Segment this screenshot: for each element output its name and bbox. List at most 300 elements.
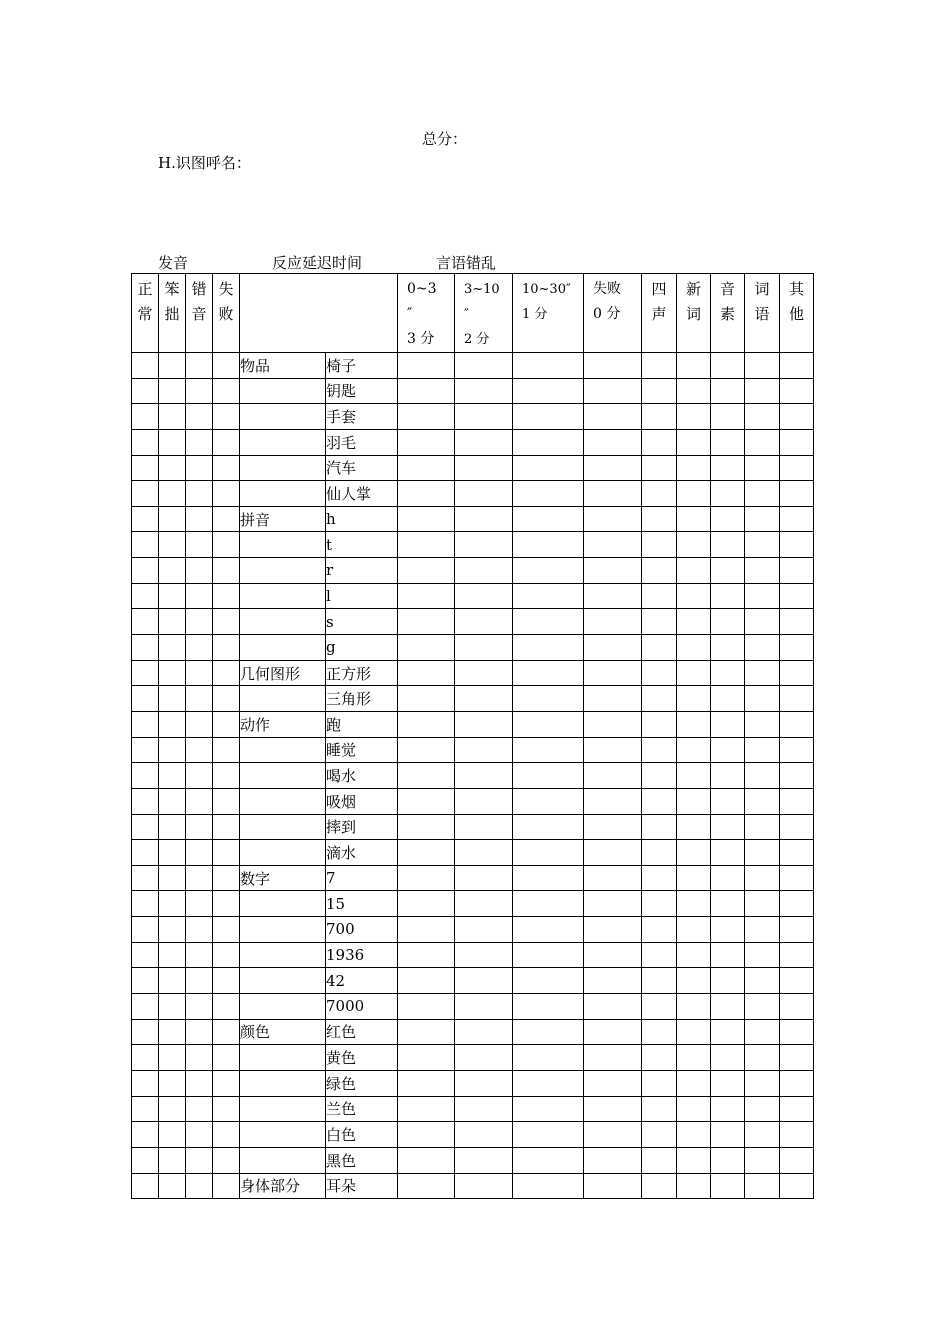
score-cell-time-fail[interactable] bbox=[584, 353, 642, 379]
score-cell-other[interactable] bbox=[780, 814, 814, 840]
score-cell-t3-10[interactable] bbox=[455, 506, 513, 532]
score-cell-wrong-sound[interactable] bbox=[186, 583, 213, 609]
score-cell-other[interactable] bbox=[780, 865, 814, 891]
score-cell-normal[interactable] bbox=[132, 660, 159, 686]
score-cell-t10-30[interactable] bbox=[513, 994, 584, 1020]
score-cell-time-fail[interactable] bbox=[584, 1147, 642, 1173]
score-cell-t0-3[interactable] bbox=[398, 840, 455, 866]
score-cell-wrong-sound[interactable] bbox=[186, 660, 213, 686]
score-cell-wrong-sound[interactable] bbox=[186, 891, 213, 917]
score-cell-phoneme[interactable] bbox=[711, 635, 745, 661]
score-cell-other[interactable] bbox=[780, 635, 814, 661]
score-cell-t3-10[interactable] bbox=[455, 1122, 513, 1148]
score-cell-other[interactable] bbox=[780, 994, 814, 1020]
score-cell-wrong-sound[interactable] bbox=[186, 788, 213, 814]
score-cell-fail[interactable] bbox=[213, 814, 240, 840]
score-cell-phoneme[interactable] bbox=[711, 660, 745, 686]
score-cell-time-fail[interactable] bbox=[584, 583, 642, 609]
score-cell-wrong-sound[interactable] bbox=[186, 481, 213, 507]
score-cell-t3-10[interactable] bbox=[455, 1096, 513, 1122]
score-cell-phoneme[interactable] bbox=[711, 968, 745, 994]
score-cell-new-word[interactable] bbox=[677, 353, 711, 379]
score-cell-wrong-sound[interactable] bbox=[186, 429, 213, 455]
score-cell-phoneme[interactable] bbox=[711, 686, 745, 712]
score-cell-phoneme[interactable] bbox=[711, 917, 745, 943]
score-cell-t3-10[interactable] bbox=[455, 763, 513, 789]
score-cell-new-word[interactable] bbox=[677, 1019, 711, 1045]
score-cell-other[interactable] bbox=[780, 1070, 814, 1096]
score-cell-t10-30[interactable] bbox=[513, 404, 584, 430]
score-cell-t0-3[interactable] bbox=[398, 763, 455, 789]
score-cell-t10-30[interactable] bbox=[513, 660, 584, 686]
score-cell-fail[interactable] bbox=[213, 583, 240, 609]
score-cell-phoneme[interactable] bbox=[711, 1070, 745, 1096]
score-cell-four-tones[interactable] bbox=[642, 558, 677, 584]
score-cell-normal[interactable] bbox=[132, 1045, 159, 1071]
score-cell-time-fail[interactable] bbox=[584, 711, 642, 737]
score-cell-phoneme[interactable] bbox=[711, 891, 745, 917]
score-cell-fail[interactable] bbox=[213, 1147, 240, 1173]
score-cell-normal[interactable] bbox=[132, 378, 159, 404]
score-cell-t3-10[interactable] bbox=[455, 865, 513, 891]
score-cell-word[interactable] bbox=[745, 378, 780, 404]
score-cell-four-tones[interactable] bbox=[642, 1096, 677, 1122]
score-cell-clumsy[interactable] bbox=[159, 814, 186, 840]
score-cell-t10-30[interactable] bbox=[513, 353, 584, 379]
score-cell-t0-3[interactable] bbox=[398, 1096, 455, 1122]
score-cell-clumsy[interactable] bbox=[159, 1173, 186, 1199]
score-cell-four-tones[interactable] bbox=[642, 506, 677, 532]
score-cell-t10-30[interactable] bbox=[513, 1019, 584, 1045]
score-cell-fail[interactable] bbox=[213, 917, 240, 943]
score-cell-other[interactable] bbox=[780, 378, 814, 404]
score-cell-phoneme[interactable] bbox=[711, 353, 745, 379]
score-cell-phoneme[interactable] bbox=[711, 609, 745, 635]
score-cell-normal[interactable] bbox=[132, 968, 159, 994]
score-cell-new-word[interactable] bbox=[677, 737, 711, 763]
score-cell-fail[interactable] bbox=[213, 378, 240, 404]
score-cell-wrong-sound[interactable] bbox=[186, 1173, 213, 1199]
score-cell-clumsy[interactable] bbox=[159, 481, 186, 507]
score-cell-normal[interactable] bbox=[132, 1019, 159, 1045]
score-cell-time-fail[interactable] bbox=[584, 1070, 642, 1096]
score-cell-normal[interactable] bbox=[132, 558, 159, 584]
score-cell-t10-30[interactable] bbox=[513, 635, 584, 661]
score-cell-clumsy[interactable] bbox=[159, 429, 186, 455]
score-cell-normal[interactable] bbox=[132, 788, 159, 814]
score-cell-word[interactable] bbox=[745, 660, 780, 686]
score-cell-wrong-sound[interactable] bbox=[186, 840, 213, 866]
score-cell-wrong-sound[interactable] bbox=[186, 994, 213, 1020]
score-cell-t0-3[interactable] bbox=[398, 1173, 455, 1199]
score-cell-t10-30[interactable] bbox=[513, 1173, 584, 1199]
score-cell-time-fail[interactable] bbox=[584, 506, 642, 532]
score-cell-t3-10[interactable] bbox=[455, 353, 513, 379]
score-cell-fail[interactable] bbox=[213, 711, 240, 737]
score-cell-four-tones[interactable] bbox=[642, 1045, 677, 1071]
score-cell-t0-3[interactable] bbox=[398, 455, 455, 481]
score-cell-t0-3[interactable] bbox=[398, 353, 455, 379]
score-cell-other[interactable] bbox=[780, 429, 814, 455]
score-cell-t10-30[interactable] bbox=[513, 686, 584, 712]
score-cell-phoneme[interactable] bbox=[711, 583, 745, 609]
score-cell-t3-10[interactable] bbox=[455, 1070, 513, 1096]
score-cell-clumsy[interactable] bbox=[159, 1122, 186, 1148]
score-cell-four-tones[interactable] bbox=[642, 532, 677, 558]
score-cell-four-tones[interactable] bbox=[642, 481, 677, 507]
score-cell-wrong-sound[interactable] bbox=[186, 1147, 213, 1173]
score-cell-fail[interactable] bbox=[213, 1122, 240, 1148]
score-cell-clumsy[interactable] bbox=[159, 506, 186, 532]
score-cell-t0-3[interactable] bbox=[398, 429, 455, 455]
score-cell-t0-3[interactable] bbox=[398, 1070, 455, 1096]
score-cell-time-fail[interactable] bbox=[584, 481, 642, 507]
score-cell-phoneme[interactable] bbox=[711, 378, 745, 404]
score-cell-wrong-sound[interactable] bbox=[186, 711, 213, 737]
score-cell-new-word[interactable] bbox=[677, 404, 711, 430]
score-cell-word[interactable] bbox=[745, 891, 780, 917]
score-cell-clumsy[interactable] bbox=[159, 968, 186, 994]
score-cell-normal[interactable] bbox=[132, 532, 159, 558]
score-cell-time-fail[interactable] bbox=[584, 1096, 642, 1122]
score-cell-t10-30[interactable] bbox=[513, 737, 584, 763]
score-cell-clumsy[interactable] bbox=[159, 1070, 186, 1096]
score-cell-t3-10[interactable] bbox=[455, 378, 513, 404]
score-cell-normal[interactable] bbox=[132, 455, 159, 481]
score-cell-clumsy[interactable] bbox=[159, 583, 186, 609]
score-cell-t10-30[interactable] bbox=[513, 763, 584, 789]
score-cell-phoneme[interactable] bbox=[711, 455, 745, 481]
score-cell-new-word[interactable] bbox=[677, 1173, 711, 1199]
score-cell-word[interactable] bbox=[745, 635, 780, 661]
score-cell-clumsy[interactable] bbox=[159, 737, 186, 763]
score-cell-four-tones[interactable] bbox=[642, 994, 677, 1020]
score-cell-phoneme[interactable] bbox=[711, 1045, 745, 1071]
score-cell-phoneme[interactable] bbox=[711, 942, 745, 968]
score-cell-wrong-sound[interactable] bbox=[186, 353, 213, 379]
score-cell-t3-10[interactable] bbox=[455, 840, 513, 866]
score-cell-wrong-sound[interactable] bbox=[186, 1096, 213, 1122]
score-cell-word[interactable] bbox=[745, 814, 780, 840]
score-cell-t0-3[interactable] bbox=[398, 532, 455, 558]
score-cell-time-fail[interactable] bbox=[584, 1173, 642, 1199]
score-cell-phoneme[interactable] bbox=[711, 1019, 745, 1045]
score-cell-wrong-sound[interactable] bbox=[186, 506, 213, 532]
score-cell-time-fail[interactable] bbox=[584, 532, 642, 558]
score-cell-t10-30[interactable] bbox=[513, 1070, 584, 1096]
score-cell-new-word[interactable] bbox=[677, 711, 711, 737]
score-cell-t3-10[interactable] bbox=[455, 609, 513, 635]
score-cell-other[interactable] bbox=[780, 583, 814, 609]
score-cell-fail[interactable] bbox=[213, 506, 240, 532]
score-cell-fail[interactable] bbox=[213, 404, 240, 430]
score-cell-new-word[interactable] bbox=[677, 1045, 711, 1071]
score-cell-wrong-sound[interactable] bbox=[186, 1070, 213, 1096]
score-cell-fail[interactable] bbox=[213, 942, 240, 968]
score-cell-normal[interactable] bbox=[132, 583, 159, 609]
score-cell-t3-10[interactable] bbox=[455, 1045, 513, 1071]
score-cell-fail[interactable] bbox=[213, 609, 240, 635]
score-cell-word[interactable] bbox=[745, 583, 780, 609]
score-cell-phoneme[interactable] bbox=[711, 737, 745, 763]
score-cell-four-tones[interactable] bbox=[642, 660, 677, 686]
score-cell-wrong-sound[interactable] bbox=[186, 1122, 213, 1148]
score-cell-word[interactable] bbox=[745, 686, 780, 712]
score-cell-four-tones[interactable] bbox=[642, 891, 677, 917]
score-cell-phoneme[interactable] bbox=[711, 788, 745, 814]
score-cell-clumsy[interactable] bbox=[159, 404, 186, 430]
score-cell-t10-30[interactable] bbox=[513, 942, 584, 968]
score-cell-fail[interactable] bbox=[213, 660, 240, 686]
score-cell-other[interactable] bbox=[780, 506, 814, 532]
score-cell-new-word[interactable] bbox=[677, 994, 711, 1020]
score-cell-t3-10[interactable] bbox=[455, 429, 513, 455]
score-cell-other[interactable] bbox=[780, 942, 814, 968]
score-cell-other[interactable] bbox=[780, 1045, 814, 1071]
score-cell-t0-3[interactable] bbox=[398, 814, 455, 840]
score-cell-word[interactable] bbox=[745, 506, 780, 532]
score-cell-t10-30[interactable] bbox=[513, 968, 584, 994]
score-cell-normal[interactable] bbox=[132, 840, 159, 866]
score-cell-word[interactable] bbox=[745, 1070, 780, 1096]
score-cell-other[interactable] bbox=[780, 1019, 814, 1045]
score-cell-word[interactable] bbox=[745, 532, 780, 558]
score-cell-clumsy[interactable] bbox=[159, 942, 186, 968]
score-cell-normal[interactable] bbox=[132, 891, 159, 917]
score-cell-fail[interactable] bbox=[213, 891, 240, 917]
score-cell-other[interactable] bbox=[780, 455, 814, 481]
score-cell-fail[interactable] bbox=[213, 455, 240, 481]
score-cell-new-word[interactable] bbox=[677, 481, 711, 507]
score-cell-t0-3[interactable] bbox=[398, 635, 455, 661]
score-cell-fail[interactable] bbox=[213, 558, 240, 584]
score-cell-fail[interactable] bbox=[213, 635, 240, 661]
score-cell-time-fail[interactable] bbox=[584, 763, 642, 789]
score-cell-clumsy[interactable] bbox=[159, 891, 186, 917]
score-cell-t0-3[interactable] bbox=[398, 1147, 455, 1173]
score-cell-new-word[interactable] bbox=[677, 891, 711, 917]
score-cell-new-word[interactable] bbox=[677, 865, 711, 891]
score-cell-t0-3[interactable] bbox=[398, 378, 455, 404]
score-cell-t3-10[interactable] bbox=[455, 660, 513, 686]
score-cell-word[interactable] bbox=[745, 968, 780, 994]
score-cell-other[interactable] bbox=[780, 1147, 814, 1173]
score-cell-wrong-sound[interactable] bbox=[186, 763, 213, 789]
score-cell-new-word[interactable] bbox=[677, 917, 711, 943]
score-cell-new-word[interactable] bbox=[677, 763, 711, 789]
score-cell-four-tones[interactable] bbox=[642, 609, 677, 635]
score-cell-t10-30[interactable] bbox=[513, 378, 584, 404]
score-cell-fail[interactable] bbox=[213, 353, 240, 379]
score-cell-new-word[interactable] bbox=[677, 814, 711, 840]
score-cell-phoneme[interactable] bbox=[711, 429, 745, 455]
score-cell-four-tones[interactable] bbox=[642, 583, 677, 609]
score-cell-new-word[interactable] bbox=[677, 455, 711, 481]
score-cell-word[interactable] bbox=[745, 558, 780, 584]
score-cell-clumsy[interactable] bbox=[159, 788, 186, 814]
score-cell-four-tones[interactable] bbox=[642, 763, 677, 789]
score-cell-fail[interactable] bbox=[213, 737, 240, 763]
score-cell-normal[interactable] bbox=[132, 429, 159, 455]
score-cell-new-word[interactable] bbox=[677, 660, 711, 686]
score-cell-normal[interactable] bbox=[132, 686, 159, 712]
score-cell-new-word[interactable] bbox=[677, 686, 711, 712]
score-cell-time-fail[interactable] bbox=[584, 378, 642, 404]
score-cell-other[interactable] bbox=[780, 763, 814, 789]
score-cell-four-tones[interactable] bbox=[642, 788, 677, 814]
score-cell-fail[interactable] bbox=[213, 865, 240, 891]
score-cell-wrong-sound[interactable] bbox=[186, 532, 213, 558]
score-cell-word[interactable] bbox=[745, 404, 780, 430]
score-cell-t0-3[interactable] bbox=[398, 994, 455, 1020]
score-cell-four-tones[interactable] bbox=[642, 814, 677, 840]
score-cell-wrong-sound[interactable] bbox=[186, 1045, 213, 1071]
score-cell-t0-3[interactable] bbox=[398, 891, 455, 917]
score-cell-phoneme[interactable] bbox=[711, 711, 745, 737]
score-cell-four-tones[interactable] bbox=[642, 353, 677, 379]
score-cell-word[interactable] bbox=[745, 942, 780, 968]
score-cell-other[interactable] bbox=[780, 353, 814, 379]
score-cell-four-tones[interactable] bbox=[642, 1147, 677, 1173]
score-cell-normal[interactable] bbox=[132, 506, 159, 532]
score-cell-time-fail[interactable] bbox=[584, 404, 642, 430]
score-cell-other[interactable] bbox=[780, 1173, 814, 1199]
score-cell-fail[interactable] bbox=[213, 1045, 240, 1071]
score-cell-t0-3[interactable] bbox=[398, 558, 455, 584]
score-cell-time-fail[interactable] bbox=[584, 788, 642, 814]
score-cell-time-fail[interactable] bbox=[584, 1122, 642, 1148]
score-cell-phoneme[interactable] bbox=[711, 481, 745, 507]
score-cell-new-word[interactable] bbox=[677, 1147, 711, 1173]
score-cell-word[interactable] bbox=[745, 840, 780, 866]
score-cell-wrong-sound[interactable] bbox=[186, 737, 213, 763]
score-cell-t0-3[interactable] bbox=[398, 686, 455, 712]
score-cell-normal[interactable] bbox=[132, 1122, 159, 1148]
score-cell-four-tones[interactable] bbox=[642, 378, 677, 404]
score-cell-new-word[interactable] bbox=[677, 378, 711, 404]
score-cell-four-tones[interactable] bbox=[642, 711, 677, 737]
score-cell-wrong-sound[interactable] bbox=[186, 814, 213, 840]
score-cell-four-tones[interactable] bbox=[642, 942, 677, 968]
score-cell-phoneme[interactable] bbox=[711, 532, 745, 558]
score-cell-time-fail[interactable] bbox=[584, 686, 642, 712]
score-cell-t10-30[interactable] bbox=[513, 865, 584, 891]
score-cell-wrong-sound[interactable] bbox=[186, 558, 213, 584]
score-cell-wrong-sound[interactable] bbox=[186, 635, 213, 661]
score-cell-wrong-sound[interactable] bbox=[186, 968, 213, 994]
score-cell-fail[interactable] bbox=[213, 763, 240, 789]
score-cell-t0-3[interactable] bbox=[398, 583, 455, 609]
score-cell-phoneme[interactable] bbox=[711, 1096, 745, 1122]
score-cell-fail[interactable] bbox=[213, 532, 240, 558]
score-cell-phoneme[interactable] bbox=[711, 814, 745, 840]
score-cell-time-fail[interactable] bbox=[584, 994, 642, 1020]
score-cell-clumsy[interactable] bbox=[159, 686, 186, 712]
score-cell-time-fail[interactable] bbox=[584, 1019, 642, 1045]
score-cell-new-word[interactable] bbox=[677, 635, 711, 661]
score-cell-clumsy[interactable] bbox=[159, 1147, 186, 1173]
score-cell-t3-10[interactable] bbox=[455, 686, 513, 712]
score-cell-phoneme[interactable] bbox=[711, 558, 745, 584]
score-cell-t10-30[interactable] bbox=[513, 583, 584, 609]
score-cell-t0-3[interactable] bbox=[398, 1122, 455, 1148]
score-cell-four-tones[interactable] bbox=[642, 865, 677, 891]
score-cell-time-fail[interactable] bbox=[584, 814, 642, 840]
score-cell-wrong-sound[interactable] bbox=[186, 917, 213, 943]
score-cell-four-tones[interactable] bbox=[642, 968, 677, 994]
score-cell-other[interactable] bbox=[780, 1122, 814, 1148]
score-cell-t3-10[interactable] bbox=[455, 788, 513, 814]
score-cell-time-fail[interactable] bbox=[584, 865, 642, 891]
score-cell-normal[interactable] bbox=[132, 353, 159, 379]
score-cell-fail[interactable] bbox=[213, 1096, 240, 1122]
score-cell-t10-30[interactable] bbox=[513, 788, 584, 814]
score-cell-word[interactable] bbox=[745, 429, 780, 455]
score-cell-t3-10[interactable] bbox=[455, 891, 513, 917]
score-cell-word[interactable] bbox=[745, 865, 780, 891]
score-cell-normal[interactable] bbox=[132, 994, 159, 1020]
score-cell-t3-10[interactable] bbox=[455, 404, 513, 430]
score-cell-word[interactable] bbox=[745, 994, 780, 1020]
score-cell-new-word[interactable] bbox=[677, 429, 711, 455]
score-cell-normal[interactable] bbox=[132, 1070, 159, 1096]
score-cell-other[interactable] bbox=[780, 686, 814, 712]
score-cell-t0-3[interactable] bbox=[398, 481, 455, 507]
score-cell-normal[interactable] bbox=[132, 814, 159, 840]
score-cell-new-word[interactable] bbox=[677, 1122, 711, 1148]
score-cell-time-fail[interactable] bbox=[584, 942, 642, 968]
score-cell-clumsy[interactable] bbox=[159, 1096, 186, 1122]
score-cell-time-fail[interactable] bbox=[584, 891, 642, 917]
score-cell-clumsy[interactable] bbox=[159, 378, 186, 404]
score-cell-fail[interactable] bbox=[213, 788, 240, 814]
score-cell-word[interactable] bbox=[745, 737, 780, 763]
score-cell-other[interactable] bbox=[780, 737, 814, 763]
score-cell-t3-10[interactable] bbox=[455, 737, 513, 763]
score-cell-t3-10[interactable] bbox=[455, 814, 513, 840]
score-cell-four-tones[interactable] bbox=[642, 1070, 677, 1096]
score-cell-new-word[interactable] bbox=[677, 558, 711, 584]
score-cell-t10-30[interactable] bbox=[513, 1045, 584, 1071]
score-cell-clumsy[interactable] bbox=[159, 660, 186, 686]
score-cell-phoneme[interactable] bbox=[711, 865, 745, 891]
score-cell-word[interactable] bbox=[745, 1147, 780, 1173]
score-cell-phoneme[interactable] bbox=[711, 840, 745, 866]
score-cell-word[interactable] bbox=[745, 1096, 780, 1122]
score-cell-t10-30[interactable] bbox=[513, 455, 584, 481]
score-cell-t0-3[interactable] bbox=[398, 788, 455, 814]
score-cell-four-tones[interactable] bbox=[642, 429, 677, 455]
score-cell-other[interactable] bbox=[780, 404, 814, 430]
score-cell-new-word[interactable] bbox=[677, 968, 711, 994]
score-cell-time-fail[interactable] bbox=[584, 558, 642, 584]
score-cell-t3-10[interactable] bbox=[455, 481, 513, 507]
score-cell-new-word[interactable] bbox=[677, 532, 711, 558]
score-cell-t10-30[interactable] bbox=[513, 481, 584, 507]
score-cell-clumsy[interactable] bbox=[159, 1019, 186, 1045]
score-cell-clumsy[interactable] bbox=[159, 635, 186, 661]
score-cell-four-tones[interactable] bbox=[642, 1122, 677, 1148]
score-cell-wrong-sound[interactable] bbox=[186, 455, 213, 481]
score-cell-word[interactable] bbox=[745, 711, 780, 737]
score-cell-phoneme[interactable] bbox=[711, 994, 745, 1020]
score-cell-other[interactable] bbox=[780, 840, 814, 866]
score-cell-t0-3[interactable] bbox=[398, 942, 455, 968]
score-cell-clumsy[interactable] bbox=[159, 1045, 186, 1071]
score-cell-time-fail[interactable] bbox=[584, 635, 642, 661]
score-cell-t10-30[interactable] bbox=[513, 1147, 584, 1173]
score-cell-fail[interactable] bbox=[213, 429, 240, 455]
